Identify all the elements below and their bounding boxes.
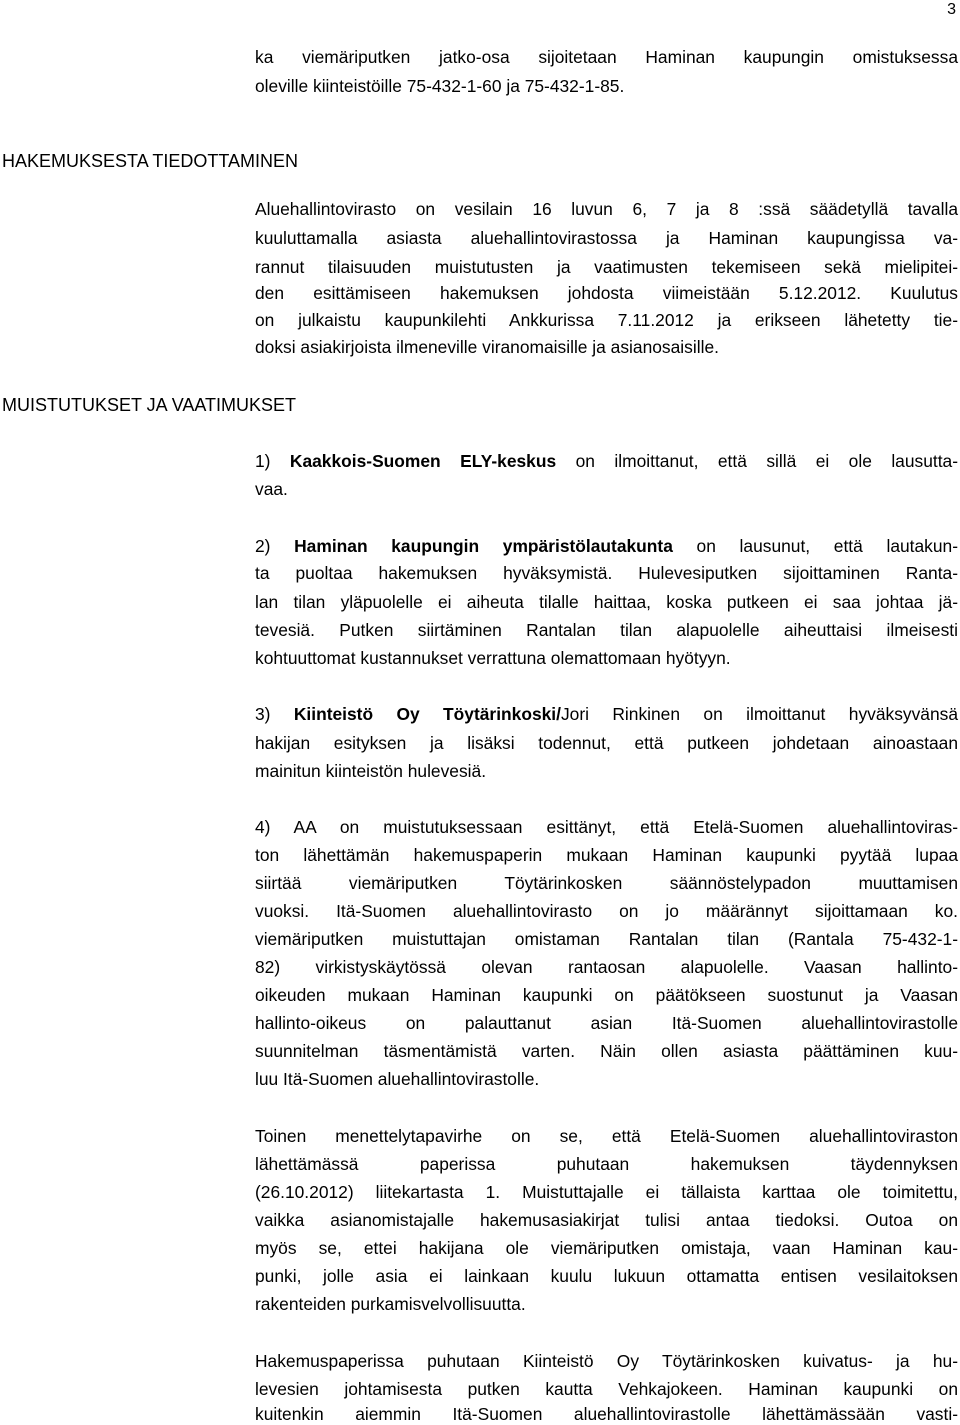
statement-line: ta puoltaa hakemuksen hyväksymistä. Hulevesiputken sijoittaminen Ranta-: [255, 563, 958, 583]
statement-line: viemäriputken muistuttajan omistaman Rantalan tilan (Rantala 75-432-1-: [255, 929, 958, 949]
statement-text: on lausunut, että lautakun-: [672, 536, 958, 556]
paragraph-line: lähettämässä paperissa puhutaan hakemuksen täydennyksen: [255, 1154, 958, 1174]
paragraph-line: Toinen menettelytapavirhe on se, että Etelä-Suomen aluehallintoviraston: [255, 1126, 958, 1146]
paragraph-line: Aluehallintovirasto on vesilain 16 luvun 6, 7 ja 8 :ssä säädetyllä tavalla: [255, 199, 958, 219]
paragraph-line: punki, jolle asia ei lainkaan kuulu lukuun ottamatta entisen vesilaitoksen: [255, 1266, 958, 1286]
statement-line: vuoksi. Itä-Suomen aluehallintovirasto on jo määrännyt sijoittamaan ko.: [255, 901, 958, 921]
paragraph-line: on julkaistu kaupunkilehti Ankkurissa 7.11.2012 ja erikseen lähetetty tie-: [255, 310, 958, 330]
statement-line: ton lähettämän hakemuspaperin mukaan Haminan kaupunki pyytää lupaa: [255, 845, 958, 865]
statement-author: Haminan kaupungin ympäristölautakunta: [294, 536, 673, 556]
paragraph-line: doksi asiakirjoista ilmeneville viranomaisille ja asianosaisille.: [255, 337, 719, 357]
item-number: 3): [255, 704, 294, 724]
paragraph-line: rannut tilaisuuden muistutusten ja vaatimusten tekemiseen sekä mielipitei-: [255, 257, 958, 277]
page-number: 3: [947, 1, 956, 18]
statement-author: Kaakkois-Suomen ELY-keskus: [289, 451, 557, 471]
statement-line: hallinto-oikeus on palauttanut asian Itä-Suomen aluehallintovirastolle: [255, 1013, 958, 1033]
paragraph-line: (26.10.2012) liitekartasta 1. Muistuttajalle ei tällaista karttaa ole toimitettu,: [255, 1182, 958, 1202]
statement-line: 82) virkistyskäytössä olevan rantaosan alapuolelle. Vaasan hallinto-: [255, 957, 958, 977]
paragraph-line: kuuluttamalla asiasta aluehallintovirastossa ja Haminan kaupungissa va-: [255, 228, 958, 248]
statement-line: oikeuden mukaan Haminan kaupunki on päätökseen suostunut ja Vaasan: [255, 985, 958, 1005]
paragraph-line: rakenteiden purkamisvelvollisuutta.: [255, 1294, 526, 1314]
paragraph-line: den esittämiseen hakemuksen johdosta viimeistään 5.12.2012. Kuulutus: [255, 283, 958, 303]
statement-line: mainitun kiinteistön hulevesiä.: [255, 761, 487, 781]
statement-text: Jori Rinkinen on ilmoittanut hyväksyvänsä: [560, 704, 958, 724]
statement-line: [255, 535, 958, 557]
statement-line: tevesiä. Putken siirtäminen Rantalan tilan alapuolelle aiheuttaisi ilmeisesti: [255, 620, 958, 640]
intro-line-1: ka viemäriputken jatko-osa sijoitetaan Haminan kaupungin omistuksessa: [255, 47, 958, 67]
paragraph-line: myös se, ettei hakijana ole viemäriputken omistaja, vaan Haminan kau-: [255, 1238, 958, 1258]
statement-author: Kiinteistö Oy Töytärinkoski/: [293, 704, 561, 724]
item-number: 1): [255, 451, 290, 471]
statement-line: siirtää viemäriputken Töytärinkosken säännöstelypadon muuttamisen: [255, 873, 958, 893]
statement-line: kohtuuttomat kustannukset verrattuna olemattomaan hyötyyn.: [255, 648, 731, 668]
paragraph-line: vaikka asianomistajalle hakemusasiakirjat tulisi antaa tiedoksi. Outoa on: [255, 1210, 958, 1230]
intro-line-2: oleville kiinteistöille 75-432-1-60 ja 75-432-1-85.: [255, 76, 625, 96]
paragraph-line: levesien johtamisesta putken kautta Vehkajokeen. Haminan kaupunki on: [255, 1379, 958, 1399]
statement-line: luu Itä-Suomen aluehallintovirastolle.: [255, 1069, 540, 1089]
statement-line: hakijan esityksen ja lisäksi todennut, että putkeen johdetaan ainoastaan: [255, 733, 958, 753]
statement-text: on ilmoittanut, että sillä ei ole lausutta-: [556, 451, 959, 471]
paragraph-line: Hakemuspaperissa puhutaan Kiinteistö Oy Töytärinkosken kuivatus- ja hu-: [255, 1351, 958, 1371]
statement-line: [255, 450, 958, 472]
paragraph-line: kuitenkin aiemmin Itä-Suomen aluehallintovirastolle lähettämässään vasti-: [255, 1404, 958, 1424]
section-heading-muistutukset: MUISTUTUKSET JA VAATIMUKSET: [2, 395, 297, 415]
statement-line: suunnitelman täsmentämistä varten. Näin ollen asiasta päättäminen kuu-: [255, 1041, 958, 1061]
statement-line: vaa.: [255, 479, 288, 499]
statement-line: lan tilan yläpuolelle ei aiheuta tilalle haittaa, koska putkeen ei saa johtaa jä-: [255, 592, 958, 612]
section-heading-hakemuksesta: HAKEMUKSESTA TIEDOTTAMINEN: [2, 151, 299, 171]
statement-line: 4) AA on muistutuksessaan esittänyt, että Etelä-Suomen aluehallintoviras-: [255, 817, 958, 837]
statement-line: [255, 703, 958, 725]
item-number: 2): [255, 536, 295, 556]
